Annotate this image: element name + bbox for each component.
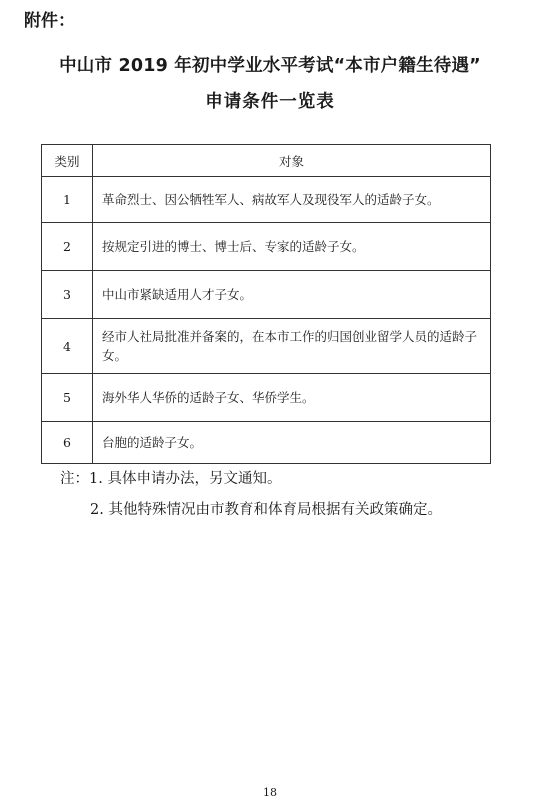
- category-cell: 1: [42, 177, 93, 223]
- header-object: 对象: [93, 145, 491, 177]
- object-cell: 经市人社局批准并备案的，在本市工作的归国创业留学人员的适龄子女。: [93, 319, 491, 374]
- conditions-table: [41, 144, 491, 464]
- object-cell: 台胞的适龄子女。: [93, 422, 491, 464]
- note-line-2: 2. 其他特殊情况由市教育和体育局根据有关政策确定。: [90, 502, 442, 518]
- category-cell: 2: [42, 223, 93, 271]
- document-subtitle: 申请条件一览表: [205, 92, 335, 112]
- object-cell: 按规定引进的博士、博士后、专家的适龄子女。: [93, 223, 491, 271]
- object-cell: 中山市紧缺适用人才子女。: [93, 271, 491, 319]
- category-cell: 6: [42, 422, 93, 464]
- note-line-1: 注：1. 具体申请办法，另文通知。: [60, 471, 282, 487]
- category-cell: 5: [42, 374, 93, 422]
- category-cell: 4: [42, 319, 93, 374]
- header-category: 类别: [42, 145, 93, 177]
- object-cell: 革命烈士、因公牺牲军人、病故军人及现役军人的适龄子女。: [93, 177, 491, 223]
- table-row: [42, 374, 491, 422]
- document-title: 中山市 2019 年初中学业水平考试“本市户籍生待遇”: [59, 56, 481, 76]
- table-row: [42, 271, 491, 319]
- table-row: [42, 177, 491, 223]
- table-row: [42, 319, 491, 374]
- table-row: [42, 422, 491, 464]
- page-number: 18: [263, 786, 277, 799]
- category-cell: 3: [42, 271, 93, 319]
- object-cell: 海外华人华侨的适龄子女、华侨学生。: [93, 374, 491, 422]
- table-header-row: [42, 145, 491, 177]
- table-row: [42, 223, 491, 271]
- attachment-label: 附件：: [24, 11, 75, 31]
